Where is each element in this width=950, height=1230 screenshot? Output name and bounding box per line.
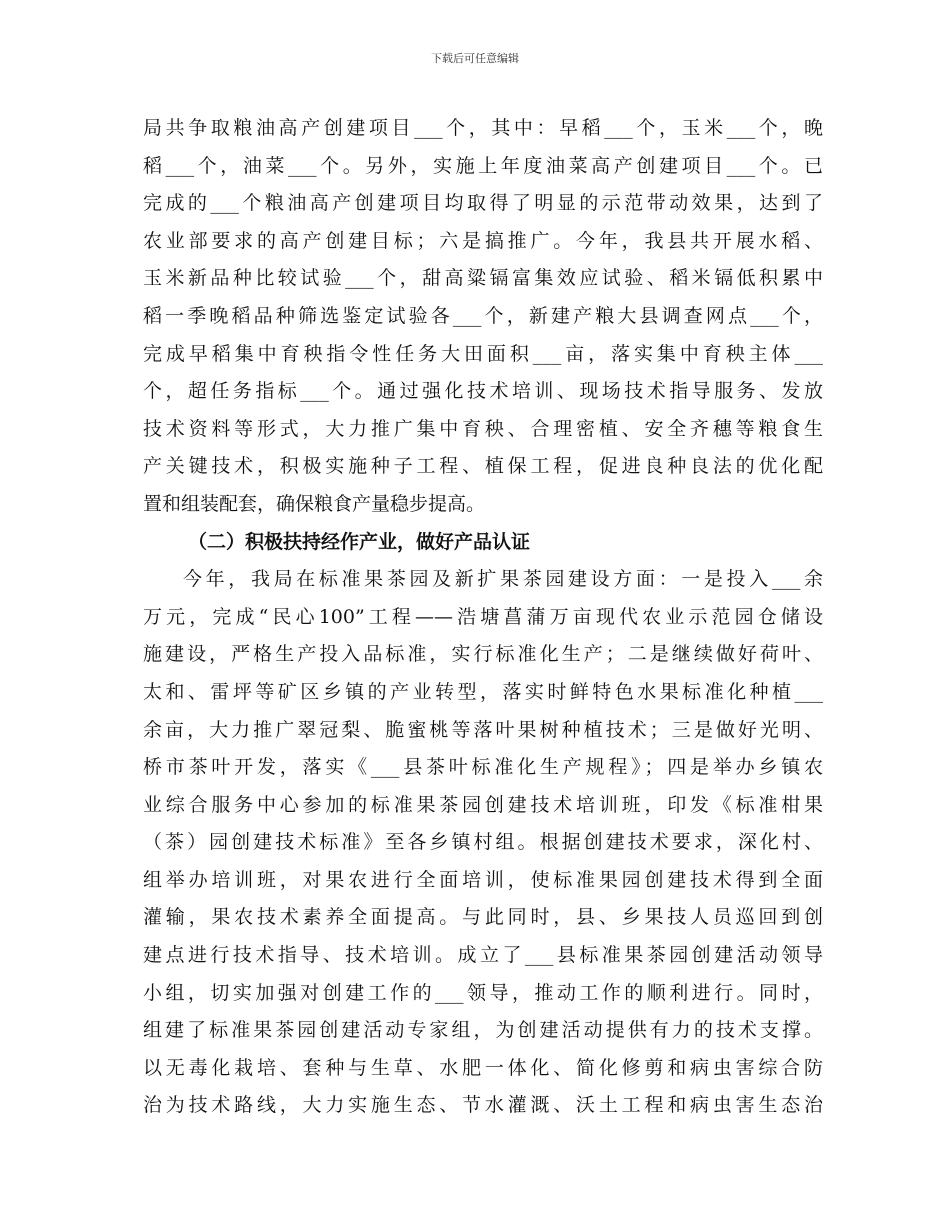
paragraph-1 (143, 110, 823, 524)
text-line: 建点进行技术指导、技术培训。成立了___县标准果茶园创建活动领导 (143, 944, 823, 967)
section-heading: （二）积极扶持经作产业，做好产品认证 (188, 530, 531, 553)
page-header: 下载后可任意编辑 (431, 52, 519, 65)
text-line: 玉米新品种比较试验___个，甜高粱镉富集效应试验、稻米镉低积累中 (143, 267, 823, 290)
text-line: 余亩，大力推广翠冠梨、脆蜜桃等落叶果树种植技术；三是做好光明、 (143, 718, 823, 741)
text-line: 治为技术路线，大力实施生态、节水灌溉、沃土工程和病虫害生态治 (143, 1094, 823, 1117)
text-line: （茶）园创建技术标准》至各乡镇村组。根据创建技术要求，深化村、 (143, 831, 823, 854)
text-line: 技术资料等形式，大力推广集中育秧、合理密植、安全齐穗等粮食生 (143, 417, 823, 440)
text-line: 业综合服务中心参加的标准果茶园创建技术培训班，印发《标准柑果 (143, 793, 823, 816)
text-line: 今年，我局在标准果茶园及新扩果茶园建设方面：一是投入___余 (183, 568, 823, 591)
text-line: 组举办培训班，对果农进行全面培训，使标准果园创建技术得到全面 (143, 868, 823, 891)
text-line: 以无毒化栽培、套种与生草、水肥一体化、简化修剪和病虫害综合防 (143, 1056, 823, 1079)
text-line: 个，超任务指标___个。通过强化技术培训、现场技术指导服务、发放 (143, 380, 823, 403)
text-line: 太和、雷坪等矿区乡镇的产业转型，落实时鲜特色水果标准化种植___ (143, 680, 823, 703)
text-line: 灌输，果农技术素养全面提高。与此同时，县、乡果技人员巡回到创 (143, 906, 823, 929)
text-line: 农业部要求的高产创建目标；六是搞推广。今年，我县共开展水稻、 (143, 229, 823, 252)
text-line: 完成的___个粮油高产创建项目均取得了明显的示范带动效果，达到了 (143, 192, 823, 215)
paragraph-2 (143, 561, 823, 1125)
text-line: 稻一季晚稻品种筛选鉴定试验各___个，新建产粮大县调查网点___个， (143, 304, 823, 327)
text-line: 产关键技术，积极实施种子工程、植保工程，促进良种良法的优化配 (143, 455, 823, 478)
text-line: 局共争取粮油高产创建项目___个，其中：早稻___个，玉米___个，晚 (143, 117, 823, 139)
text-line: 小组，切实加强对创建工作的___领导，推动工作的顺利进行。同时， (143, 981, 823, 1004)
text-line: 万元，完成“民心100”工程——浩塘菖蒲万亩现代农业示范园仓储设 (143, 605, 823, 628)
text-line: 置和组装配套，确保粮食产量稳步提高。 (143, 492, 486, 515)
text-line: 桥市茶叶开发，落实《___县茶叶标准化生产规程》；四是举办乡镇农 (143, 756, 823, 779)
text-line: 稻___个，油菜___个。另外，实施上年度油菜高产创建项目___个。已 (143, 154, 823, 177)
text-line: 施建设，严格生产投入品标准，实行标准化生产；二是继续做好荷叶、 (143, 643, 823, 666)
text-line: 完成早稻集中育秧指令性任务大田面积___亩，落实集中育秧主体___ (143, 342, 823, 365)
text-line: 组建了标准果茶园创建活动专家组，为创建活动提供有力的技术支撑。 (143, 1019, 823, 1042)
document-body (143, 110, 823, 1125)
